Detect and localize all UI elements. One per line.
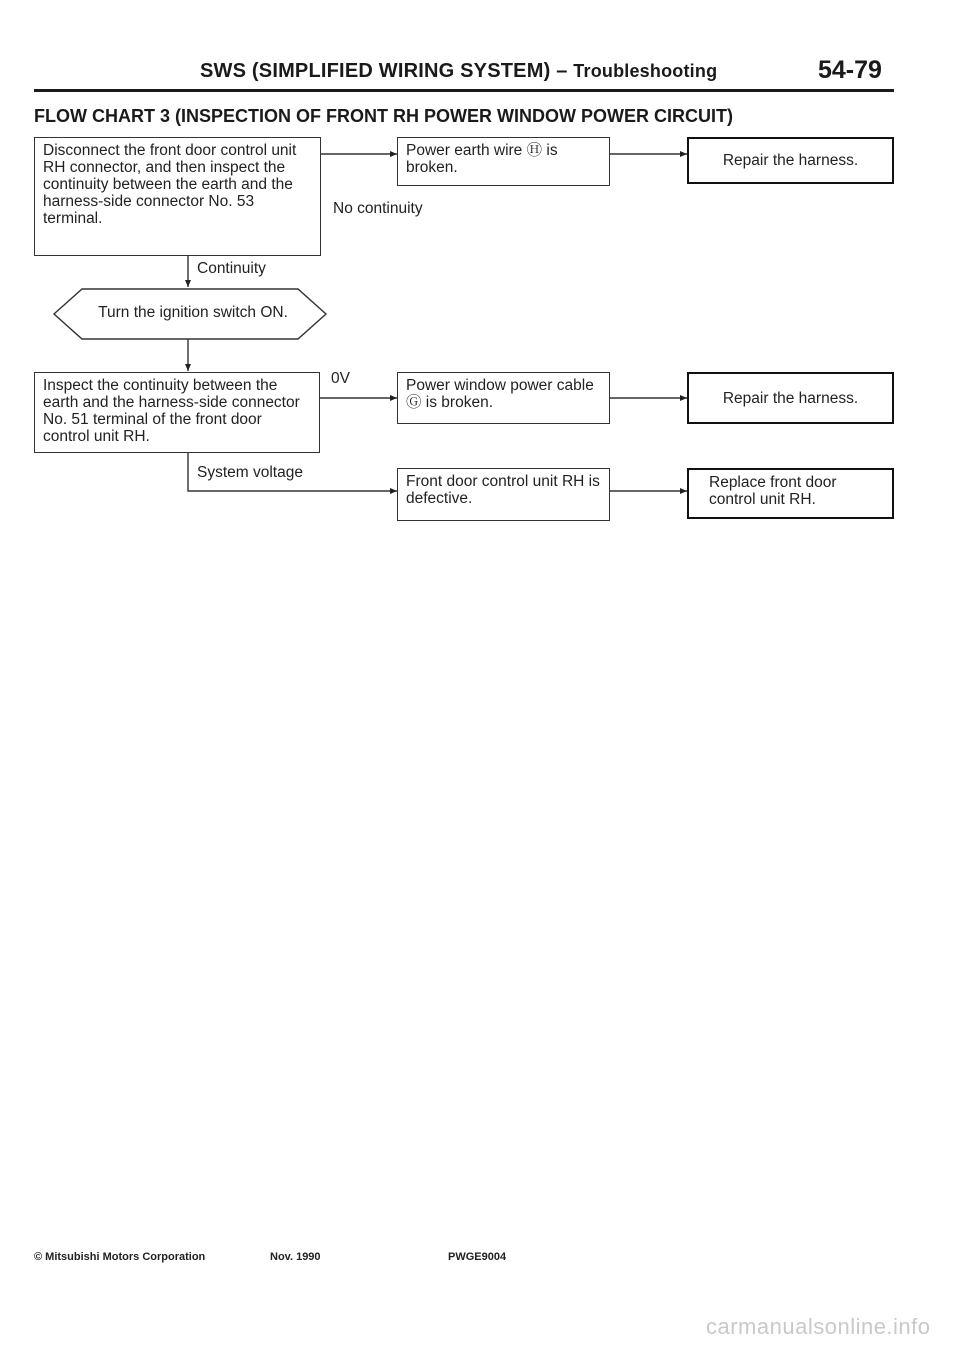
action-2-box: Repair the harness.: [687, 372, 894, 424]
header-title-main: SWS (SIMPLIFIED WIRING SYSTEM) –: [200, 60, 574, 82]
label-system-voltage: System voltage: [197, 464, 303, 481]
decision-text: Turn the ignition switch ON.: [98, 304, 288, 321]
label-continuity: Continuity: [197, 260, 266, 277]
action-3-box: Replace front door control unit RH.: [687, 468, 894, 519]
watermark: carmanualsonline.info: [706, 1314, 931, 1339]
action-1-box: Repair the harness.: [687, 137, 894, 184]
step-1-box: Disconnect the front door control unit RH connector, and then inspect the continuity between the earth and the harness-side connector No. 53 terminal.: [34, 137, 321, 256]
label-no-continuity: No continuity: [333, 200, 423, 217]
result-2-box: Power window power cable Ⓖ is broken.: [397, 372, 610, 424]
page-number: 54-79: [818, 56, 882, 84]
header-title-sub: Troubleshooting: [573, 61, 718, 81]
label-0v: 0V: [331, 370, 350, 387]
footer-copyright: © Mitsubishi Motors Corporation: [34, 1251, 206, 1263]
result-1-box: Power earth wire Ⓗ is broken.: [397, 137, 610, 186]
result-3-box: Front door control unit RH is defective.: [397, 468, 610, 521]
footer-code: PWGE9004: [448, 1251, 507, 1263]
step-2-box: Inspect the continuity between the earth and the harness-side connector No. 51 terminal of the front door control unit RH.: [34, 372, 320, 453]
flow-chart-title: FLOW CHART 3 (INSPECTION OF FRONT RH POWER WINDOW POWER CIRCUIT): [34, 106, 733, 126]
footer-date: Nov. 1990: [270, 1251, 321, 1263]
